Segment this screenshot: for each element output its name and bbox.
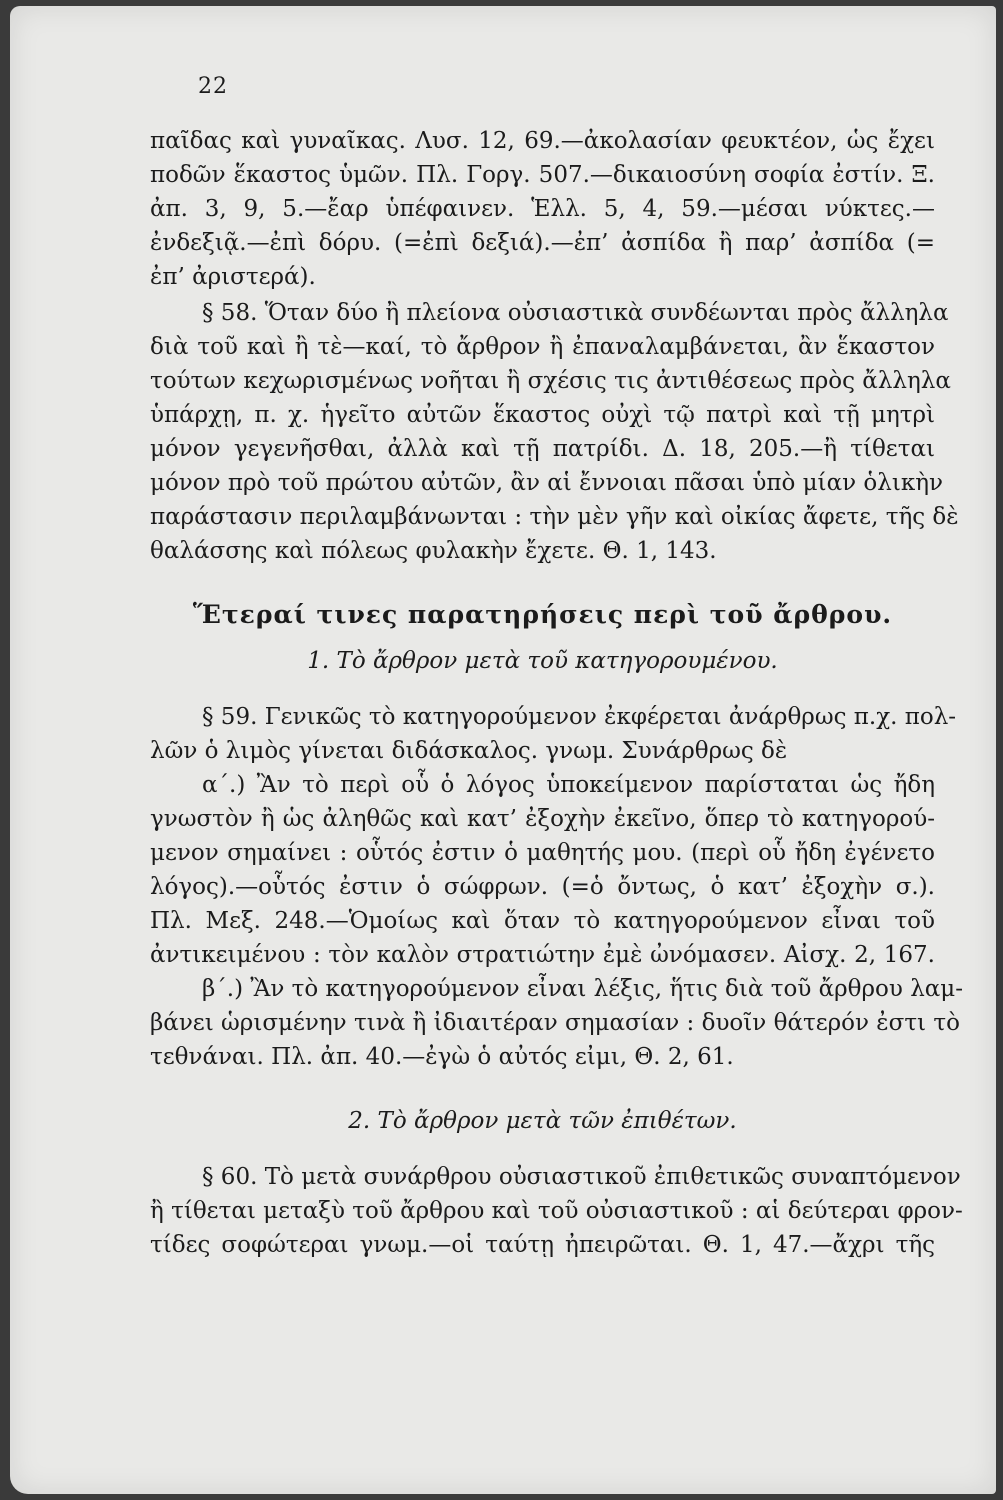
paragraph-continued (150, 124, 935, 294)
section-59-a (150, 768, 935, 972)
text-line: μόνον πρὸ τοῦ πρώτου αὐτῶν, ἂν αἱ ἔννοιαι πᾶσαι ὑπὸ μίαν ὁλικὴν (150, 470, 943, 496)
text-line: γνωστὸν ἢ ὡς ἀληθῶς καὶ κατ’ ἐξοχὴν ἐκεῖνο, ὅπερ τὸ κατηγορού- (150, 806, 935, 832)
page-body (150, 124, 964, 1262)
text-line: λῶν ὁ λιμὸς γίνεται διδάσκαλος. γνωμ. Συνάρθρως δὲ (150, 738, 788, 764)
section-heading: Ἕτεραί τινες παρατηρήσεις περὶ τοῦ ἄρθρου. (192, 600, 893, 629)
text-line: διὰ τοῦ καὶ ἢ τὲ—καί, τὸ ἄρθρον ἢ ἐπαναλαμβάνεται, ἂν ἕκαστον (150, 334, 935, 360)
section-58 (150, 296, 959, 568)
text-line: παῖδας καὶ γυναῖκας. Λυσ. 12, 69.—ἀκολασίαν φευκτέον, ὡς ἔχει (150, 128, 935, 154)
text-line: ἀντικειμένου : τὸν καλὸν στρατιώτην ἐμὲ ὠνόμασεν. Αἰσχ. 2, 167. (150, 942, 935, 968)
text-line: ποδῶν ἕκαστος ὑμῶν. Πλ. Γοργ. 507.—δικαιοσύνη σοφία ἐστίν. Ξ. (150, 162, 935, 188)
text-line: ὑπάρχῃ, π. χ. ἡγεῖτο αὐτῶν ἕκαστος οὐχὶ τῷ πατρὶ καὶ τῇ μητρὶ (150, 402, 935, 428)
text-line: § 60. Τὸ μετὰ συνάρθρου οὐσιαστικοῦ ἐπιθετικῶς συναπτόμενον (202, 1164, 961, 1190)
section-59-b (150, 972, 964, 1074)
text-line: παράστασιν περιλαμβάνωνται : τὴν μὲν γῆν καὶ οἰκίας ἄφετε, τῆς δὲ (150, 504, 959, 530)
text-line: ἀπ. 3, 9, 5.—ἔαρ ὑπέφαινεν. Ἑλλ. 5, 4, 59.—μέσαι νύκτες.— (150, 196, 935, 222)
text-line: ἐνδεξιᾷ.—ἐπὶ δόρυ. (=ἐπὶ δεξιά).—ἐπ’ ἀσπίδα ἢ παρ’ ἀσπίδα (= (150, 230, 935, 256)
text-line: ἐπ’ ἀριστερά). (150, 264, 316, 290)
text-line: τίδες σοφώτεραι γνωμ.—οἱ ταύτῃ ἠπειρῶται. Θ. 1, 47.—ἄχρι τῆς (150, 1232, 935, 1258)
text-line: Πλ. Μεξ. 248.—Ὁμοίως καὶ ὅταν τὸ κατηγορούμενον εἶναι τοῦ (150, 908, 935, 934)
text-line: μόνον γεγενῆσθαι, ἀλλὰ καὶ τῇ πατρίδι. Δ. 18, 205.—ἢ τίθεται (150, 436, 935, 462)
text-line: μενον σημαίνει : οὗτός ἐστιν ὁ μαθητής μου. (περὶ οὗ ἤδη ἐγένετο (150, 840, 935, 866)
text-line: τούτων κεχωρισμένως νοῆται ἢ σχέσις τις ἀντιθέσεως πρὸς ἄλληλα (150, 368, 951, 394)
text-line: β΄.) Ἂν τὸ κατηγορούμενον εἶναι λέξις, ἥτις διὰ τοῦ ἄρθρου λαμ- (202, 976, 964, 1002)
text-line: ἢ τίθεται μεταξὺ τοῦ ἄρθρου καὶ τοῦ οὐσιαστικοῦ : αἱ δεύτεραι φρον- (150, 1198, 963, 1224)
text-line: § 59. Γενικῶς τὸ κατηγορούμενον ἐκφέρεται ἀνάρθρως π.χ. πολ- (202, 704, 957, 730)
text-line: βάνει ὡρισμένην τινὰ ἢ ἰδιαιτέραν σημασίαν : δυοῖν θάτερόν ἐστι τὸ (150, 1010, 960, 1036)
page-number: 22 (198, 74, 228, 99)
book-page (10, 6, 996, 1494)
text-line: λόγος).—οὗτός ἐστιν ὁ σώφρων. (=ὁ ὄντως, ὁ κατ’ ἐξοχὴν σ.). (150, 874, 935, 900)
section-59 (150, 700, 957, 768)
text-line: θαλάσσης καὶ πόλεως φυλακὴν ἔχετε. Θ. 1, 143. (150, 538, 717, 564)
subheading-predicate: 1. Τὸ ἄρθρον μετὰ τοῦ κατηγορουμένου. (307, 648, 778, 674)
text-line: τεθνάναι. Πλ. ἀπ. 40.—ἐγὼ ὁ αὐτός εἰμι, Θ. 2, 61. (150, 1044, 734, 1070)
text-line: α΄.) Ἂν τὸ περὶ οὗ ὁ λόγος ὑποκείμενον παρίσταται ὡς ἤδη (202, 772, 935, 798)
section-60 (150, 1160, 963, 1262)
subheading-adjectives: 2. Τὸ ἄρθρον μετὰ τῶν ἐπιθέτων. (348, 1108, 737, 1134)
text-line: § 58. Ὅταν δύο ἢ πλείονα οὐσιαστικὰ συνδέωνται πρὸς ἄλληλα (202, 300, 949, 326)
